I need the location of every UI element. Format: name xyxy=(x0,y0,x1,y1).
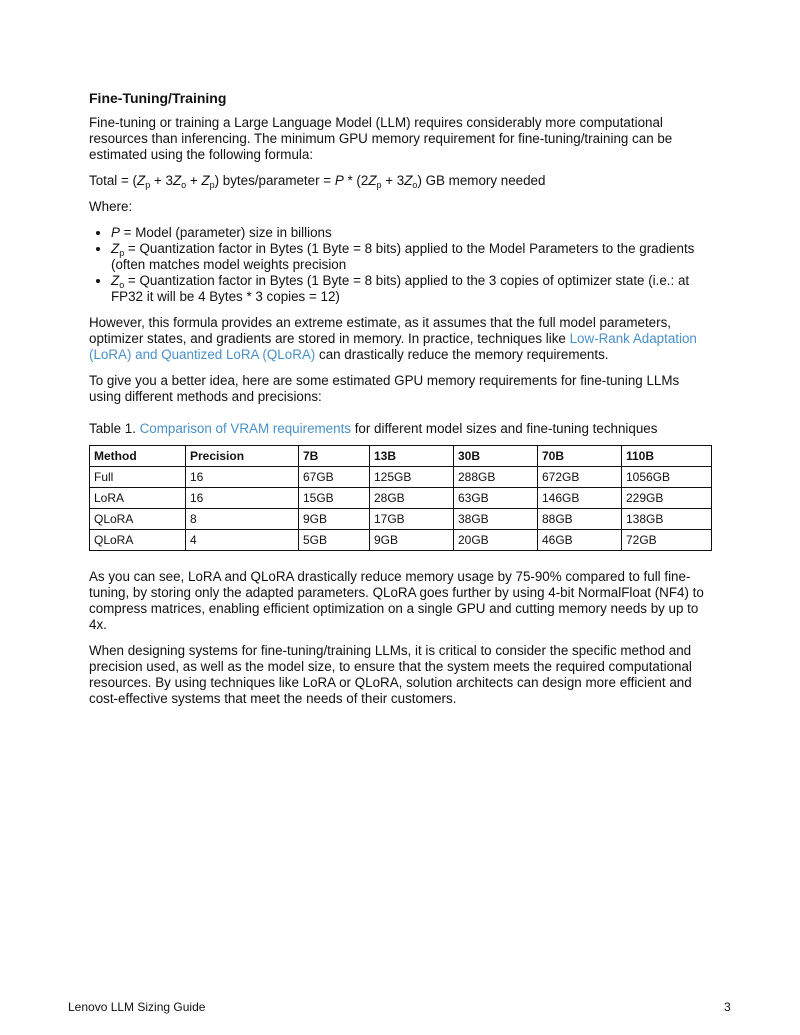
table-cell: 4 xyxy=(186,530,299,551)
table-row xyxy=(90,530,712,551)
table-cell: 9GB xyxy=(299,509,370,530)
table-cell: 17GB xyxy=(370,509,454,530)
design-systems-paragraph: When designing systems for fine-tuning/training LLMs, it is critical to consider the specific method and precision used, as well as the model size, to ensure that the system meets the required computational resources. By using techniques like LoRA or QLoRA, solution architects can design more efficient and cost-effective systems that meet the needs of their customers. xyxy=(89,643,692,706)
header-cell: 7B xyxy=(299,446,370,467)
table-cell: 672GB xyxy=(538,467,622,488)
list-item: • $Z_p$ = Quantization factor in Bytes (1 Byte = 8 bits) applied to the Model Parameters to the gradients (often matches model weights precision xyxy=(111,241,714,273)
header-cell: 70B xyxy=(538,446,622,467)
where-label: Where: xyxy=(89,199,133,214)
table-row xyxy=(90,509,712,530)
table-cell: QLoRA xyxy=(90,530,186,551)
list-item: • $Z_o$ = Quantization factor in Bytes (1 Byte = 8 bits) applied to the 3 copies of optimizer state (i.e.: at FP32 it will be 4 Bytes * 3 copies = 12) xyxy=(111,273,714,305)
table-cell: 88GB xyxy=(538,509,622,530)
table-caption: Table 1. Comparison of VRAM requirements for different model sizes and fine-tuning techniques xyxy=(89,421,658,436)
table-cell: 15GB xyxy=(299,488,370,509)
table-cell: 16 xyxy=(186,488,299,509)
table-cell: Full xyxy=(90,467,186,488)
lora-qlora-link[interactable]: Low-Rank Adaptation (LoRA) and Quantized LoRA (QLoRA) xyxy=(89,331,697,362)
table-cell: 229GB xyxy=(622,488,712,509)
variable-list xyxy=(89,225,714,305)
table-cell: 72GB xyxy=(622,530,712,551)
header-cell: Method xyxy=(90,446,186,467)
page-content xyxy=(89,89,714,717)
section-heading: Fine-Tuning/Training xyxy=(89,90,227,106)
table-cell: 138GB xyxy=(622,509,712,530)
table-cell: 1056GB xyxy=(622,467,712,488)
vram-comparison-link[interactable]: Comparison of VRAM requirements xyxy=(139,421,351,436)
table-cell: 20GB xyxy=(454,530,538,551)
footer-title: Lenovo LLM Sizing Guide xyxy=(68,1000,206,1014)
better-idea-paragraph: To give you a better idea, here are some estimated GPU memory requirements for fine-tuning LLMs using different methods and precisions: xyxy=(89,373,680,404)
list-item: • P = Model (parameter) size in billions xyxy=(111,225,714,241)
table-cell: 288GB xyxy=(454,467,538,488)
table-cell: 28GB xyxy=(370,488,454,509)
table-header-row xyxy=(90,446,712,467)
lora-comparison-paragraph: As you can see, LoRA and QLoRA drastically reduce memory usage by 75-90% compared to full fine-tuning, by storing only the adapted parameters. QLoRA goes further by using 4-bit NormalFloat (NF4) to compress matrices, enabling efficient optimization on a single GPU and cutting memory needs by up to 4x. xyxy=(89,569,704,632)
header-cell: 13B xyxy=(370,446,454,467)
page-number: 3 xyxy=(724,1000,731,1014)
table-cell: 146GB xyxy=(538,488,622,509)
intro-paragraph: Fine-tuning or training a Large Language Model (LLM) requires considerably more computational resources than inferencing. The minimum GPU memory requirement for fine-tuning/training can be estimated using the following formula: xyxy=(89,115,673,162)
table-cell: 8 xyxy=(186,509,299,530)
header-cell: 30B xyxy=(454,446,538,467)
table-cell: 38GB xyxy=(454,509,538,530)
vram-table xyxy=(89,445,712,551)
table-cell: 125GB xyxy=(370,467,454,488)
table-cell: 5GB xyxy=(299,530,370,551)
table-cell: 16 xyxy=(186,467,299,488)
table-cell: 9GB xyxy=(370,530,454,551)
formula: Total = $(Z_p + 3Z_o + Z_p)$ bytes/parameter = $P * (2Z_p + 3Z_o)$ GB memory needed xyxy=(89,173,546,190)
table-row xyxy=(90,467,712,488)
estimate-paragraph: However, this formula provides an extreme estimate, as it assumes that the full model parameters, optimizer states, and gradients are stored in memory. In practice, techniques like Low-Rank Adaptation (LoRA) and Quantized LoRA (QLoRA) can drastically reduce the memory requirements. xyxy=(89,315,697,362)
table-cell: 67GB xyxy=(299,467,370,488)
table-cell: LoRA xyxy=(90,488,186,509)
header-cell: Precision xyxy=(186,446,299,467)
table-cell: 63GB xyxy=(454,488,538,509)
header-cell: 110B xyxy=(622,446,712,467)
table-cell: QLoRA xyxy=(90,509,186,530)
table-cell: 46GB xyxy=(538,530,622,551)
table-row xyxy=(90,488,712,509)
